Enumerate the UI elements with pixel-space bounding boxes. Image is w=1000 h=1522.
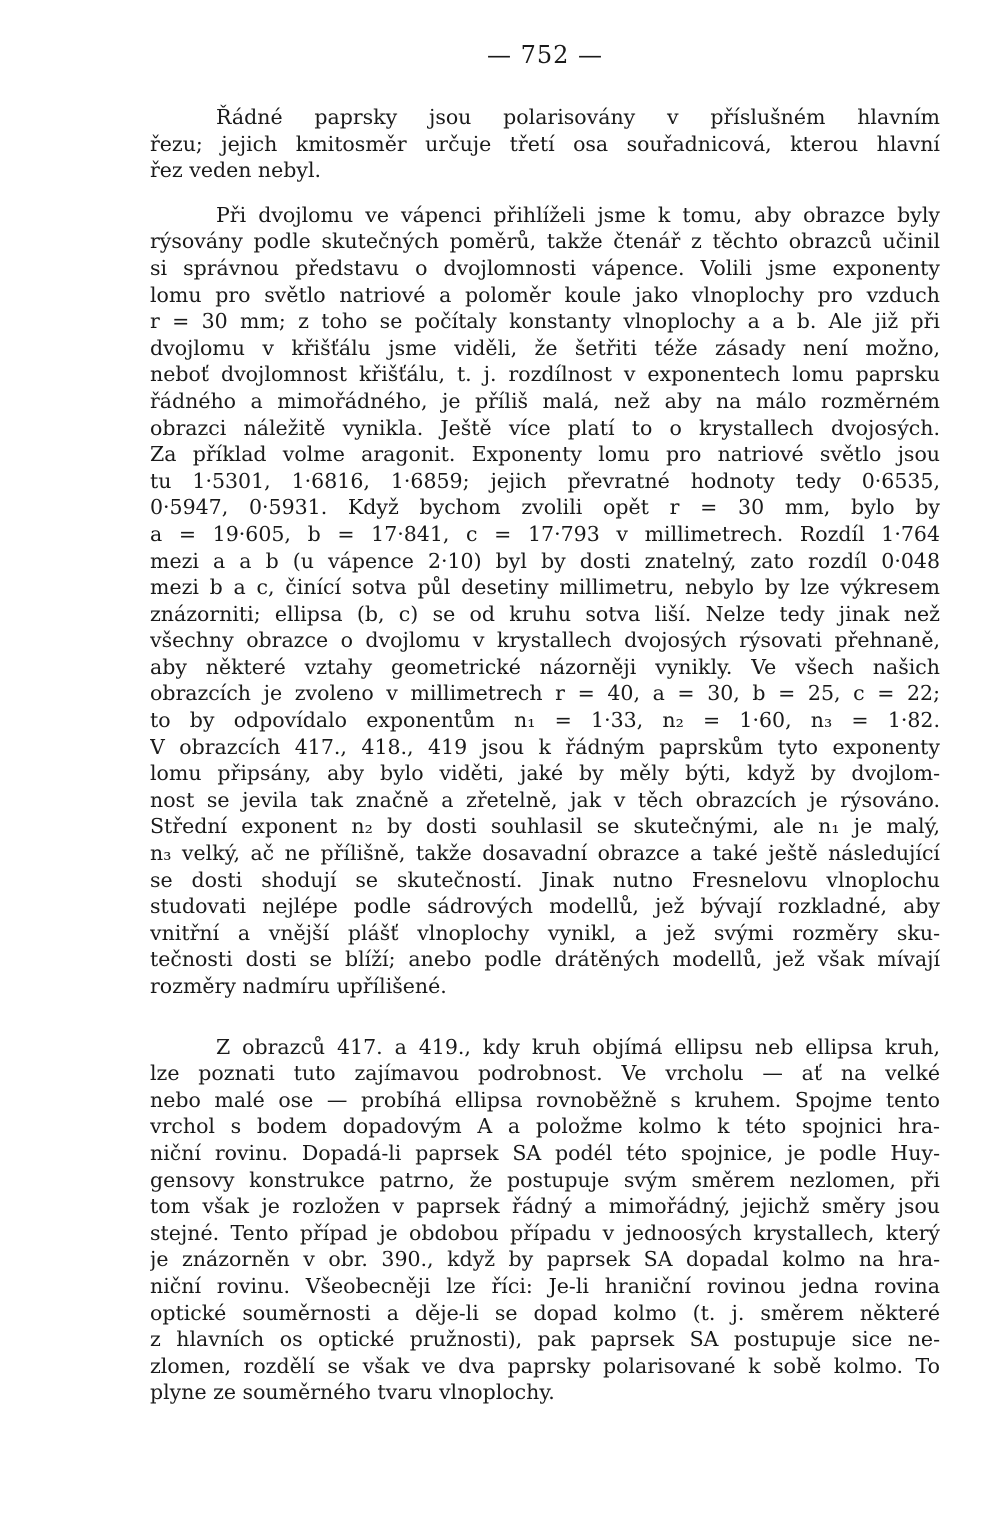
text-line: je znázorněn v obr. 390., když by paprsek SA dopadal kolmo na hra-	[150, 1247, 940, 1272]
text-line: niční rovinu. Všeobecněji lze říci: Je-li hraniční rovinou jedna rovina	[150, 1273, 940, 1298]
text-line: aby některé vztahy geometrické názorněji vynikly. Ve všech našich	[150, 654, 940, 679]
text-line: vrchol s bodem dopadovým A a položme kolmo k této spojnici hra-	[150, 1114, 940, 1139]
text-line: rýsovány podle skutečných poměrů, takže čtenář z těchto obrazců učinil	[150, 229, 940, 254]
text-line: Při dvojlomu ve vápenci přihlíželi jsme k tomu, aby obrazce byly	[216, 202, 940, 227]
page-number: — 752 —	[486, 41, 604, 69]
text-line: stejné. Tento případ je obdobou případu v jednoosých krystallech, který	[150, 1220, 940, 1245]
text-line: tečnosti dosti se blíží; anebo podle drátěných modellů, jež však mívají	[150, 947, 940, 972]
document-page	[150, 40, 940, 1500]
text-line: znázorniti; ellipsa (b, c) se od kruhu sotva liší. Nelze tedy jinak než	[150, 601, 940, 626]
text-line: řezu; jejich kmitosměr určuje třetí osa souřadnicová, kterou hlavní	[150, 131, 940, 156]
text-line: studovati nejlépe podle sádrových modellů, jež bývají rozkladné, aby	[150, 894, 940, 919]
text-line: V obrazcích 417., 418., 419 jsou k řádným paprskům tyto exponenty	[150, 734, 940, 759]
text-line: nost se jevila tak značně a zřetelně, jak v těch obrazcích je rýsováno.	[150, 787, 940, 812]
text-line: Střední exponent n₂ by dosti souhlasil se skutečnými, ale n₁ je malý,	[150, 814, 940, 839]
text-line: r = 30 mm; z toho se počítaly konstanty vlnoplochy a a b. Ale již při	[150, 309, 940, 334]
text-line: gensovy konstrukce patrno, že postupuje svým směrem nezlomen, při	[150, 1167, 940, 1192]
text-line: nebo malé ose — probíhá ellipsa rovnoběžně s kruhem. Spojme tento	[150, 1087, 940, 1112]
text-line: lomu pro světlo natriové a poloměr koule jako vlnoplochy pro vzduch	[150, 282, 940, 307]
paragraph-2	[150, 202, 940, 1000]
text-line: lze poznati tuto zajímavou podrobnost. Ve vrcholu — ať na velké	[150, 1061, 940, 1086]
text-line: se dosti shodují se skutečností. Jinak nutno Fresnelovu vlnoplochu	[150, 867, 940, 892]
text-line: optické souměrnosti a děje-li se dopad kolmo (t. j. směrem některé	[150, 1300, 940, 1325]
text-line: to by odpovídalo exponentům n₁ = 1·33, n₂ = 1·60, n₃ = 1·82.	[150, 708, 940, 733]
text-line: zlomen, rozdělí se však ve dva paprsky polarisované k sobě kolmo. To	[150, 1353, 940, 1378]
text-line: mezi a a b (u vápence 2·10) byl by dosti znatelný, zato rozdíl 0·048	[150, 548, 940, 573]
text-line: Řádné paprsky jsou polarisovány v příslušném hlavním	[216, 105, 940, 129]
text-line: dvojlomu v křišťálu jsme viděli, že šetřiti téže zásady není možno,	[150, 335, 940, 360]
text-line: a = 19·605, b = 17·841, c = 17·793 v millimetrech. Rozdíl 1·764	[150, 521, 940, 546]
text-line: 0·5947, 0·5931. Když bychom zvolili opět r = 30 mm, bylo by	[150, 495, 940, 520]
text-line: vnitřní a vnější plášť vlnoplochy vynikl, a jež svými rozměry sku-	[150, 920, 940, 945]
text-line: niční rovinu. Dopadá-li paprsek SA podél této spojnice, je podle Huy-	[150, 1140, 940, 1165]
text-line: Za příklad volme aragonit. Exponenty lomu pro natriové světlo jsou	[150, 442, 940, 467]
text-line: tom však je rozložen v paprsek řádný a mimořádný, jejichž směry jsou	[150, 1194, 940, 1219]
text-line: z hlavních os optické pružnosti), pak paprsek SA postupuje sice ne-	[150, 1327, 940, 1352]
paragraph-1	[150, 104, 940, 184]
text-line: řádného a mimořádného, je příliš malá, než aby na málo rozměrném	[150, 388, 940, 413]
text-line: řez veden nebyl.	[150, 158, 322, 183]
text-line: si správnou představu o dvojlomnosti vápence. Volili jsme exponenty	[150, 255, 940, 280]
text-line: Z obrazců 417. a 419., kdy kruh objímá ellipsu neb ellipsa kruh,	[216, 1034, 940, 1059]
text-line: tu 1·5301, 1·6816, 1·6859; jejich převratné hodnoty tedy 0·6535,	[150, 468, 940, 493]
text-line: lomu připsány, aby bylo viděti, jaké by měly býti, když by dvojlom-	[150, 761, 940, 786]
text-line: obrazcích je zvoleno v millimetrech r = 40, a = 30, b = 25, c = 22;	[150, 681, 940, 706]
text-line: obrazci náležitě vynikla. Ještě více platí to o krystallech dvojosých.	[150, 415, 940, 440]
text-line: n₃ velký, ač ne přílišně, takže dosavadní obrazce a také ještě následující	[150, 841, 940, 866]
paragraph-3	[150, 1034, 940, 1406]
text-line: rozměry nadmíru upřílišené.	[150, 974, 447, 998]
text-line: všechny obrazce o dvojlomu v krystallech dvojosých rýsovati přehnaně,	[150, 628, 940, 653]
text-line: mezi b a c, činící sotva půl desetiny millimetru, nebylo by lze výkresem	[150, 575, 940, 600]
text-line: plyne ze souměrného tvaru vlnoplochy.	[150, 1380, 555, 1405]
text-line: neboť dvojlomnost křišťálu, t. j. rozdílnost v exponentech lomu paprsku	[150, 362, 940, 387]
